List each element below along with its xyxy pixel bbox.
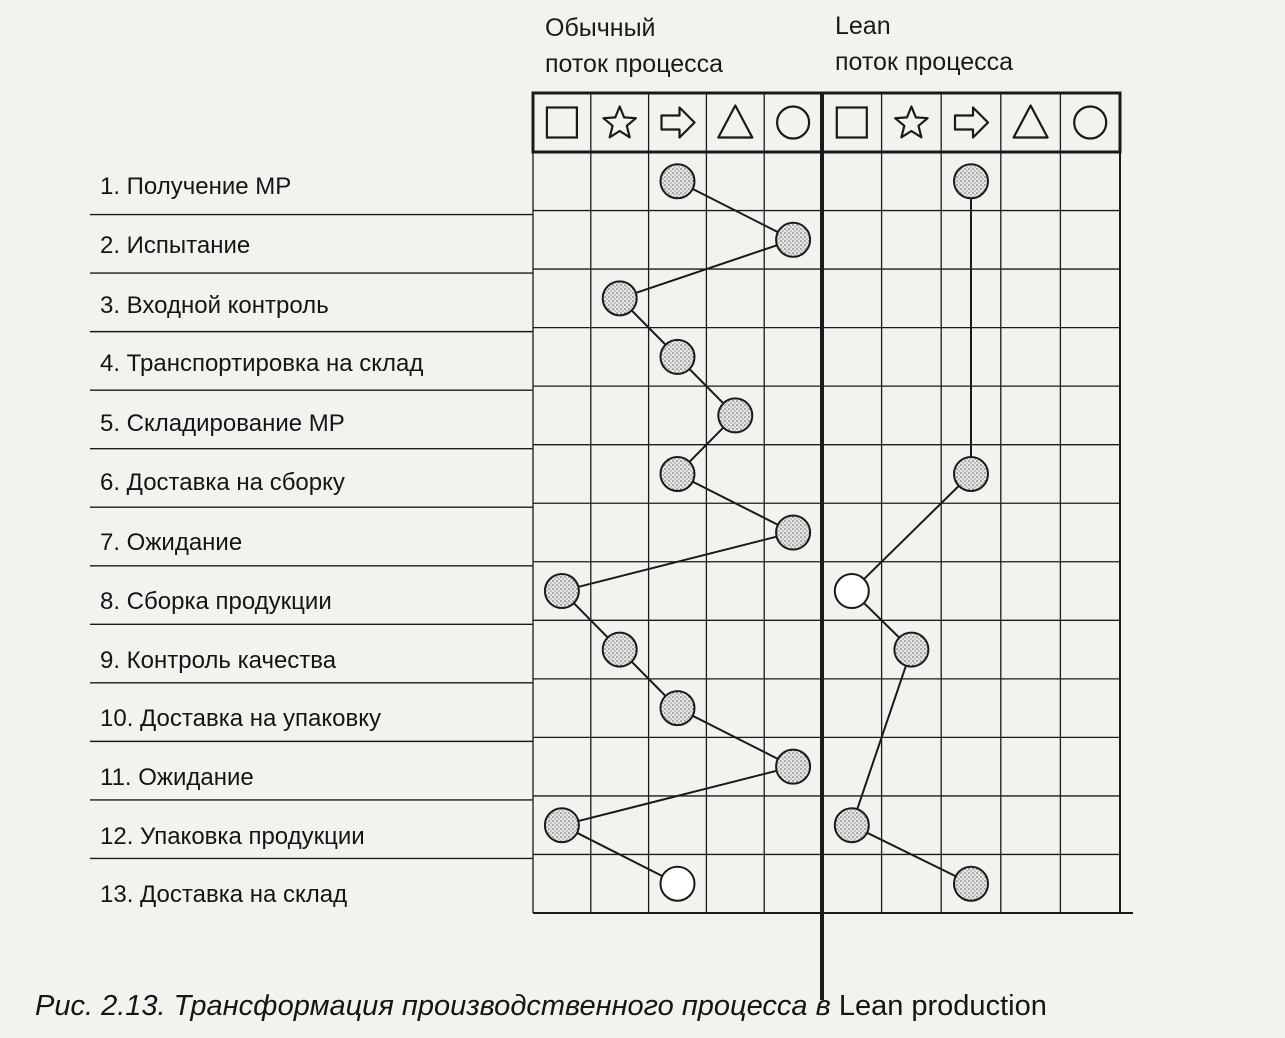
conventional-flow-header bbox=[545, 10, 723, 82]
star-icon bbox=[895, 107, 927, 138]
flow-marker bbox=[954, 164, 988, 198]
flow-marker bbox=[661, 340, 695, 374]
step-label: 10. Доставка на упаковку bbox=[100, 705, 382, 732]
step-label: 7. Ожидание bbox=[100, 529, 243, 556]
step-label: 6. Доставка на сборку bbox=[100, 469, 345, 496]
circle-icon bbox=[1074, 107, 1106, 139]
flow-grid bbox=[533, 93, 1133, 1000]
lean-flow-path bbox=[835, 164, 988, 900]
lean-header-line1: Lean bbox=[835, 12, 891, 40]
flow-connector bbox=[852, 474, 971, 591]
circle-icon bbox=[777, 107, 809, 139]
flow-marker bbox=[954, 457, 988, 491]
caption-regular-text: Lean production bbox=[830, 990, 1047, 1022]
flow-marker bbox=[835, 808, 869, 842]
lean-flow-header bbox=[835, 8, 1013, 80]
caption-italic-text: Рис. 2.13. Трансформация производственного процесса в bbox=[35, 990, 831, 1022]
conventional-header-line1: Обычный bbox=[545, 14, 656, 42]
flow-marker bbox=[776, 223, 810, 257]
arrow-icon bbox=[955, 108, 988, 138]
step-label: 8. Сборка продукции bbox=[100, 588, 332, 615]
step-label: 2. Испытание bbox=[100, 232, 251, 259]
flow-marker bbox=[661, 691, 695, 725]
flow-marker bbox=[776, 516, 810, 550]
flow-marker bbox=[661, 457, 695, 491]
step-label: 4. Транспортировка на склад bbox=[100, 350, 424, 377]
step-label: 12. Упаковка продукции bbox=[100, 823, 365, 850]
triangle-icon bbox=[718, 106, 752, 138]
step-label: 5. Складирование МР bbox=[100, 410, 345, 437]
square-icon bbox=[837, 108, 867, 138]
star-icon bbox=[604, 107, 636, 138]
step-label: 9. Контроль качества bbox=[100, 647, 337, 674]
flow-marker bbox=[835, 574, 869, 608]
flow-marker bbox=[545, 574, 579, 608]
arrow-icon bbox=[662, 108, 695, 138]
step-label: 13. Доставка на склад bbox=[100, 881, 348, 908]
flow-marker bbox=[776, 750, 810, 784]
flow-marker bbox=[545, 808, 579, 842]
triangle-icon bbox=[1014, 106, 1048, 138]
lean-header-line2: поток процесса bbox=[835, 48, 1014, 76]
step-label: 3. Входной контроль bbox=[100, 292, 329, 319]
flow-marker bbox=[954, 867, 988, 901]
flow-marker bbox=[661, 867, 695, 901]
symbol-header-icons bbox=[547, 106, 1106, 139]
conventional-flow-path bbox=[545, 164, 810, 900]
symbol-header-frame bbox=[533, 93, 1120, 152]
flow-marker bbox=[894, 633, 928, 667]
square-icon bbox=[547, 108, 577, 138]
flow-marker bbox=[603, 633, 637, 667]
flow-marker bbox=[603, 281, 637, 315]
flow-marker bbox=[718, 398, 752, 432]
flow-marker bbox=[661, 164, 695, 198]
figure-caption bbox=[35, 990, 1047, 1023]
conventional-header-line2: поток процесса bbox=[545, 50, 724, 78]
step-label: 11. Ожидание bbox=[100, 764, 254, 791]
step-label: 1. Получение МР bbox=[100, 173, 292, 200]
